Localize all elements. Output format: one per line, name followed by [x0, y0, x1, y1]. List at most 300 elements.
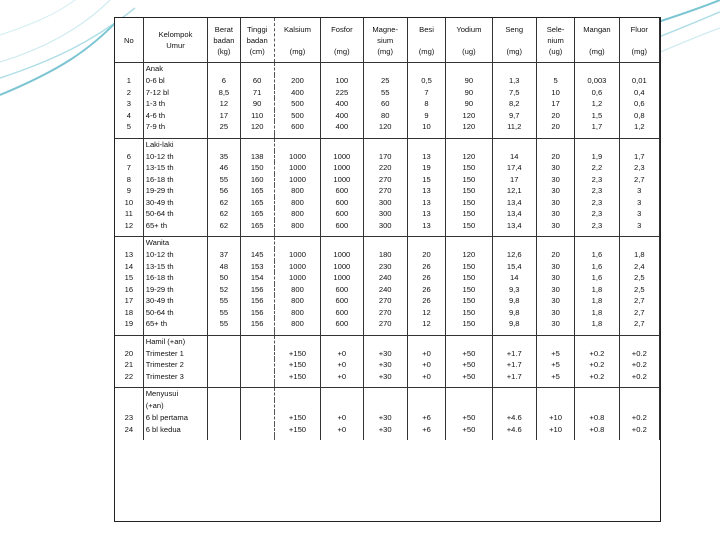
row-nutrient-value-3: 12	[407, 318, 445, 330]
empty-cell	[575, 388, 619, 401]
row-no: 7	[115, 162, 143, 174]
row-no: 16	[115, 284, 143, 296]
table-row	[115, 295, 660, 307]
row-nutrient-value-3: 19	[407, 162, 445, 174]
row-nutrient-value-3: 26	[407, 295, 445, 307]
row-no: 14	[115, 261, 143, 273]
table-row	[115, 87, 660, 99]
empty-cell	[619, 400, 659, 412]
row-nutrient-value-1: 600	[321, 208, 363, 220]
row-no: 6	[115, 151, 143, 163]
row-nutrient-value-5: 17,4	[492, 162, 536, 174]
row-nutrient-value-6: 20	[536, 121, 574, 133]
row-nutrient-value-3: +6	[407, 424, 445, 436]
row-no: 8	[115, 174, 143, 186]
row-nutrient-value-4: +50	[446, 412, 492, 424]
row-nutrient-value-4: 150	[446, 318, 492, 330]
group-label-row	[115, 388, 660, 401]
row-nutrient-value-5: 8,2	[492, 98, 536, 110]
empty-cell	[446, 63, 492, 76]
empty-cell	[208, 138, 240, 151]
row-nutrient-value-5: 15,4	[492, 261, 536, 273]
row-nutrient-value-2: 270	[363, 318, 407, 330]
empty-cell	[115, 435, 143, 440]
empty-cell	[575, 435, 619, 440]
row-age-group: 13-15 th	[143, 261, 208, 273]
row-tinggi-badan	[240, 424, 274, 436]
row-nutrient-value-4: 120	[446, 121, 492, 133]
row-nutrient-value-7: 1,8	[575, 318, 619, 330]
row-age-group: 19-29 th	[143, 284, 208, 296]
row-nutrient-value-3: +0	[407, 371, 445, 383]
row-nutrient-value-8: 2,7	[619, 318, 659, 330]
row-nutrient-value-0: 1000	[274, 162, 320, 174]
row-nutrient-value-6: 30	[536, 162, 574, 174]
row-nutrient-value-6: +5	[536, 359, 574, 371]
row-nutrient-value-5: +4.6	[492, 412, 536, 424]
row-nutrient-value-6: 20	[536, 110, 574, 122]
row-nutrient-value-7: 0,003	[575, 75, 619, 87]
empty-cell	[492, 237, 536, 250]
row-nutrient-value-4: 150	[446, 220, 492, 232]
row-nutrient-value-7: 1,9	[575, 151, 619, 163]
header-nutrient-1: Fosfor (mg)	[321, 18, 363, 63]
empty-cell	[536, 400, 574, 412]
row-nutrient-value-1: +0	[321, 359, 363, 371]
row-nutrient-value-8: 2,7	[619, 295, 659, 307]
row-nutrient-value-4: 120	[446, 249, 492, 261]
row-nutrient-value-5: +1.7	[492, 348, 536, 360]
row-nutrient-value-8: 3	[619, 197, 659, 209]
row-age-group: 16-18 th	[143, 174, 208, 186]
table-row	[115, 261, 660, 273]
row-nutrient-value-0: 400	[274, 87, 320, 99]
row-nutrient-value-4: 150	[446, 295, 492, 307]
row-nutrient-value-3: +0	[407, 348, 445, 360]
empty-cell	[492, 388, 536, 401]
row-nutrient-value-6: 30	[536, 185, 574, 197]
row-berat-badan	[208, 348, 240, 360]
row-nutrient-value-8: 2,7	[619, 307, 659, 319]
row-nutrient-value-5: 17	[492, 174, 536, 186]
row-nutrient-value-2: +30	[363, 371, 407, 383]
row-no: 24	[115, 424, 143, 436]
row-nutrient-value-7: 1,6	[575, 249, 619, 261]
row-nutrient-value-3: 26	[407, 261, 445, 273]
row-nutrient-value-6: 30	[536, 174, 574, 186]
row-nutrient-value-2: 55	[363, 87, 407, 99]
empty-cell	[321, 63, 363, 76]
row-nutrient-value-4: 90	[446, 98, 492, 110]
empty-cell	[536, 237, 574, 250]
row-nutrient-value-8: 0,4	[619, 87, 659, 99]
row-berat-badan	[208, 359, 240, 371]
empty-cell	[274, 138, 320, 151]
row-age-group: Trimester 3	[143, 371, 208, 383]
row-nutrient-value-0: 800	[274, 208, 320, 220]
group-label-row	[115, 138, 660, 151]
empty-cell	[363, 388, 407, 401]
row-nutrient-value-5: 9,8	[492, 295, 536, 307]
empty-cell	[446, 435, 492, 440]
row-berat-badan	[208, 424, 240, 436]
row-nutrient-value-0: 1000	[274, 174, 320, 186]
row-nutrient-value-0: 800	[274, 318, 320, 330]
row-no: 17	[115, 295, 143, 307]
empty-cell	[536, 138, 574, 151]
row-nutrient-value-2: +30	[363, 348, 407, 360]
row-nutrient-value-1: +0	[321, 424, 363, 436]
row-nutrient-value-6: 30	[536, 318, 574, 330]
row-berat-badan: 55	[208, 174, 240, 186]
row-age-group: 65+ th	[143, 220, 208, 232]
row-no: 11	[115, 208, 143, 220]
row-age-group: Trimester 2	[143, 359, 208, 371]
header-berat-badan: Berat badan (kg)	[208, 18, 240, 63]
row-nutrient-value-1: 600	[321, 318, 363, 330]
row-nutrient-value-0: 1000	[274, 249, 320, 261]
empty-cell	[536, 335, 574, 348]
row-nutrient-value-2: +30	[363, 424, 407, 436]
row-tinggi-badan: 165	[240, 197, 274, 209]
row-nutrient-value-7: 1,7	[575, 121, 619, 133]
row-tinggi-badan: 138	[240, 151, 274, 163]
row-no: 5	[115, 121, 143, 133]
row-nutrient-value-1: 1000	[321, 151, 363, 163]
empty-cell	[446, 335, 492, 348]
row-nutrient-value-2: 270	[363, 307, 407, 319]
row-nutrient-value-5: 1,3	[492, 75, 536, 87]
row-nutrient-value-6: 30	[536, 197, 574, 209]
row-nutrient-value-2: 170	[363, 151, 407, 163]
row-no: 23	[115, 412, 143, 424]
row-nutrient-value-2: +30	[363, 412, 407, 424]
row-berat-badan: 56	[208, 185, 240, 197]
row-nutrient-value-8: 0,6	[619, 98, 659, 110]
row-age-group: 50-64 th	[143, 307, 208, 319]
group-label: Menyusui	[143, 388, 208, 401]
row-nutrient-value-1: +0	[321, 412, 363, 424]
row-nutrient-value-0: +150	[274, 424, 320, 436]
row-nutrient-value-7: 2,3	[575, 197, 619, 209]
row-nutrient-value-5: 7,5	[492, 87, 536, 99]
row-nutrient-value-7: +0.8	[575, 412, 619, 424]
row-nutrient-value-2: 180	[363, 249, 407, 261]
header-kelompok-umur: Kelompok Umur	[143, 18, 208, 63]
row-berat-badan: 37	[208, 249, 240, 261]
row-berat-badan: 25	[208, 121, 240, 133]
group-label: Laki-laki	[143, 138, 208, 151]
row-nutrient-value-8: 3	[619, 208, 659, 220]
row-tinggi-badan: 150	[240, 162, 274, 174]
row-nutrient-value-1: +0	[321, 371, 363, 383]
row-no: 4	[115, 110, 143, 122]
row-no: 21	[115, 359, 143, 371]
row-nutrient-value-2: +30	[363, 359, 407, 371]
table-row	[115, 162, 660, 174]
row-nutrient-value-5: 9,8	[492, 307, 536, 319]
table-row	[115, 412, 660, 424]
row-nutrient-value-5: 11,2	[492, 121, 536, 133]
row-nutrient-value-5: 13,4	[492, 220, 536, 232]
empty-cell	[240, 388, 274, 401]
empty-cell	[575, 335, 619, 348]
empty-cell	[536, 388, 574, 401]
row-nutrient-value-5: 12,1	[492, 185, 536, 197]
empty-cell	[492, 400, 536, 412]
table-row	[115, 208, 660, 220]
row-tinggi-badan	[240, 371, 274, 383]
row-nutrient-value-3: 12	[407, 307, 445, 319]
row-berat-badan: 62	[208, 197, 240, 209]
row-nutrient-value-0: 800	[274, 185, 320, 197]
empty-cell	[321, 388, 363, 401]
row-nutrient-value-0: 800	[274, 197, 320, 209]
empty-cell	[321, 400, 363, 412]
empty-cell	[274, 63, 320, 76]
row-nutrient-value-6: +10	[536, 424, 574, 436]
row-age-group: 6 bl kedua	[143, 424, 208, 436]
group-no-cell	[115, 335, 143, 348]
row-nutrient-value-1: 600	[321, 197, 363, 209]
row-nutrient-value-2: 300	[363, 220, 407, 232]
row-nutrient-value-4: 150	[446, 272, 492, 284]
row-nutrient-value-5: 9,7	[492, 110, 536, 122]
row-nutrient-value-8: 1,8	[619, 249, 659, 261]
empty-cell	[407, 388, 445, 401]
row-nutrient-value-7: 2,3	[575, 220, 619, 232]
row-nutrient-value-5: +1.7	[492, 359, 536, 371]
group-label: Hamil (+an)	[143, 335, 208, 348]
table-row	[115, 371, 660, 383]
row-nutrient-value-5: 13,4	[492, 208, 536, 220]
row-tinggi-badan: 165	[240, 208, 274, 220]
row-nutrient-value-7: +0.2	[575, 371, 619, 383]
row-no: 18	[115, 307, 143, 319]
header-no: No	[115, 18, 143, 63]
group-no-cell	[115, 388, 143, 401]
table-row	[115, 174, 660, 186]
row-age-group: 30-49 th	[143, 197, 208, 209]
group-no-cell	[115, 138, 143, 151]
row-nutrient-value-1: 225	[321, 87, 363, 99]
row-nutrient-value-6: 30	[536, 272, 574, 284]
table-row	[115, 307, 660, 319]
row-age-group: 10-12 th	[143, 249, 208, 261]
empty-cell	[492, 335, 536, 348]
row-nutrient-value-1: 100	[321, 75, 363, 87]
row-nutrient-value-4: +50	[446, 371, 492, 383]
empty-cell	[274, 400, 320, 412]
row-nutrient-value-3: 13	[407, 208, 445, 220]
row-berat-badan: 46	[208, 162, 240, 174]
row-nutrient-value-2: 270	[363, 174, 407, 186]
row-nutrient-value-7: 1,5	[575, 110, 619, 122]
row-tinggi-badan: 160	[240, 174, 274, 186]
empty-cell	[407, 237, 445, 250]
empty-cell	[407, 138, 445, 151]
empty-cell	[407, 400, 445, 412]
row-age-group: 16-18 th	[143, 272, 208, 284]
row-nutrient-value-6: 30	[536, 208, 574, 220]
table-row	[115, 185, 660, 197]
row-berat-badan: 55	[208, 318, 240, 330]
row-nutrient-value-1: 600	[321, 185, 363, 197]
empty-cell	[208, 435, 240, 440]
table-row	[115, 220, 660, 232]
row-nutrient-value-3: 13	[407, 151, 445, 163]
group-no-cell	[115, 400, 143, 412]
table-row	[115, 98, 660, 110]
row-no: 22	[115, 371, 143, 383]
row-nutrient-value-8: 2,7	[619, 174, 659, 186]
empty-cell	[446, 400, 492, 412]
row-nutrient-value-3: +6	[407, 412, 445, 424]
row-nutrient-value-5: 9,8	[492, 318, 536, 330]
row-berat-badan: 8,5	[208, 87, 240, 99]
row-nutrient-value-0: 500	[274, 110, 320, 122]
row-age-group: 1-3 th	[143, 98, 208, 110]
empty-cell	[321, 138, 363, 151]
row-no: 20	[115, 348, 143, 360]
empty-cell	[492, 63, 536, 76]
empty-cell	[446, 138, 492, 151]
empty-cell	[363, 63, 407, 76]
row-tinggi-badan: 165	[240, 185, 274, 197]
row-nutrient-value-1: 600	[321, 220, 363, 232]
row-tinggi-badan: 60	[240, 75, 274, 87]
row-no: 9	[115, 185, 143, 197]
empty-cell	[208, 335, 240, 348]
empty-cell	[536, 435, 574, 440]
row-nutrient-value-5: 13,4	[492, 197, 536, 209]
empty-cell	[240, 63, 274, 76]
row-nutrient-value-5: 14	[492, 272, 536, 284]
row-age-group: 6 bl pertama	[143, 412, 208, 424]
row-no: 12	[115, 220, 143, 232]
row-no: 15	[115, 272, 143, 284]
row-nutrient-value-8: +0.2	[619, 412, 659, 424]
row-nutrient-value-0: 1000	[274, 261, 320, 273]
row-no: 13	[115, 249, 143, 261]
row-nutrient-value-1: +0	[321, 348, 363, 360]
row-nutrient-value-0: +150	[274, 412, 320, 424]
row-berat-badan: 62	[208, 220, 240, 232]
row-berat-badan	[208, 412, 240, 424]
row-berat-badan: 17	[208, 110, 240, 122]
header-nutrient-3: Besi (mg)	[407, 18, 445, 63]
row-nutrient-value-8: 2,5	[619, 272, 659, 284]
empty-cell	[321, 435, 363, 440]
row-nutrient-value-1: 1000	[321, 249, 363, 261]
header-nutrient-2: Magne- sium (mg)	[363, 18, 407, 63]
row-nutrient-value-2: 240	[363, 272, 407, 284]
empty-cell	[407, 435, 445, 440]
row-nutrient-value-6: 30	[536, 220, 574, 232]
empty-cell	[363, 435, 407, 440]
row-nutrient-value-3: 10	[407, 121, 445, 133]
row-berat-badan: 55	[208, 307, 240, 319]
table-row	[115, 359, 660, 371]
table-row	[115, 249, 660, 261]
row-tinggi-badan	[240, 412, 274, 424]
group-label: Wanita	[143, 237, 208, 250]
group-label-row	[115, 400, 660, 412]
row-nutrient-value-6: 10	[536, 87, 574, 99]
row-nutrient-value-0: 800	[274, 220, 320, 232]
row-nutrient-value-2: 80	[363, 110, 407, 122]
empty-cell	[240, 335, 274, 348]
empty-cell	[240, 435, 274, 440]
empty-cell	[575, 138, 619, 151]
header-row	[115, 18, 660, 63]
row-nutrient-value-4: 90	[446, 75, 492, 87]
row-nutrient-value-5: 14	[492, 151, 536, 163]
row-nutrient-value-7: +0.8	[575, 424, 619, 436]
row-nutrient-value-0: 1000	[274, 151, 320, 163]
empty-cell	[536, 63, 574, 76]
row-nutrient-value-8: 0,01	[619, 75, 659, 87]
row-no: 10	[115, 197, 143, 209]
row-nutrient-value-1: 400	[321, 98, 363, 110]
group-gap-row	[115, 435, 660, 440]
row-tinggi-badan: 165	[240, 220, 274, 232]
row-tinggi-badan: 90	[240, 98, 274, 110]
row-age-group: 0-6 bl	[143, 75, 208, 87]
row-nutrient-value-7: 2,3	[575, 185, 619, 197]
row-nutrient-value-6: +5	[536, 371, 574, 383]
row-tinggi-badan: 120	[240, 121, 274, 133]
row-nutrient-value-1: 1000	[321, 174, 363, 186]
row-age-group: Trimester 1	[143, 348, 208, 360]
empty-cell	[363, 237, 407, 250]
table-row	[115, 284, 660, 296]
row-nutrient-value-6: 30	[536, 261, 574, 273]
table-row	[115, 272, 660, 284]
empty-cell	[363, 138, 407, 151]
row-nutrient-value-1: 600	[321, 284, 363, 296]
table-row	[115, 110, 660, 122]
empty-cell	[240, 400, 274, 412]
row-nutrient-value-4: +50	[446, 348, 492, 360]
row-nutrient-value-4: 150	[446, 208, 492, 220]
row-nutrient-value-0: 500	[274, 98, 320, 110]
row-nutrient-value-8: 3	[619, 220, 659, 232]
row-nutrient-value-4: 150	[446, 284, 492, 296]
group-label: Anak	[143, 63, 208, 76]
row-age-group: 50-64 th	[143, 208, 208, 220]
row-nutrient-value-6: +5	[536, 348, 574, 360]
row-age-group: 65+ th	[143, 318, 208, 330]
row-tinggi-badan	[240, 359, 274, 371]
empty-cell	[321, 335, 363, 348]
row-nutrient-value-2: 240	[363, 284, 407, 296]
row-nutrient-value-3: 13	[407, 197, 445, 209]
row-nutrient-value-2: 270	[363, 185, 407, 197]
table-row	[115, 318, 660, 330]
row-nutrient-value-0: 800	[274, 284, 320, 296]
empty-cell	[274, 237, 320, 250]
table-row	[115, 197, 660, 209]
row-nutrient-value-8: +0.2	[619, 424, 659, 436]
row-tinggi-badan: 156	[240, 295, 274, 307]
empty-cell	[274, 435, 320, 440]
row-nutrient-value-4: 150	[446, 197, 492, 209]
row-nutrient-value-3: +0	[407, 359, 445, 371]
row-nutrient-value-2: 120	[363, 121, 407, 133]
header-nutrient-7: Mangan (mg)	[575, 18, 619, 63]
table-row	[115, 121, 660, 133]
